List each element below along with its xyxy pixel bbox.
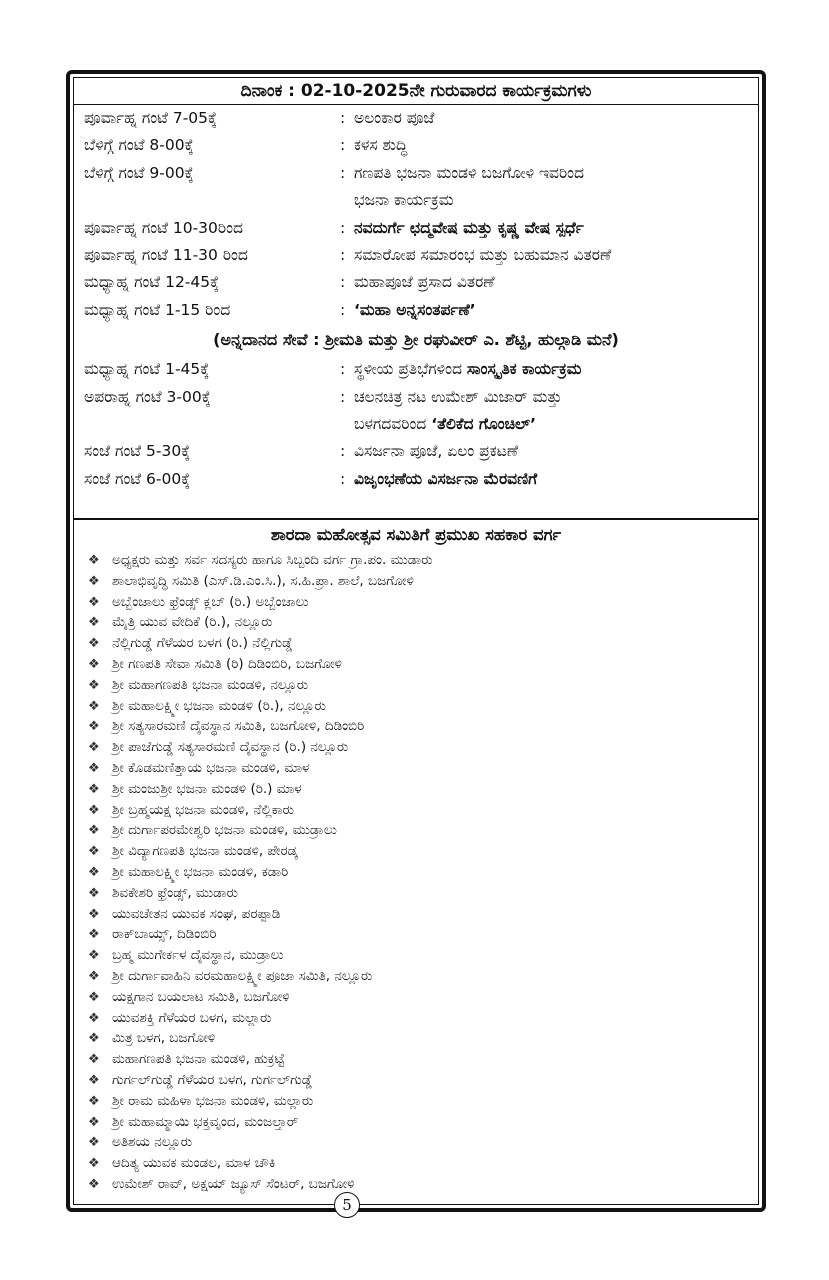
list-item (88, 820, 758, 841)
colon: : (340, 469, 346, 488)
bullet-icon: ❖ (88, 594, 100, 610)
bullet-icon: ❖ (88, 677, 100, 693)
list-item-text: ಶ್ರೀ ಮಹಾಲಕ್ಷ್ಮೀ ಭಜನಾ ಮಂಡಳಿ, ಕಡಾರಿ (112, 863, 289, 880)
list-item (88, 550, 758, 571)
page-number: 5 (334, 1192, 360, 1218)
bullet-icon: ❖ (88, 573, 100, 589)
list-item-text: ಶ್ರೀ ಮಂಜುಶ್ರೀ ಭಜನಾ ಮಂಡಳಿ (ರಿ.) ಮಾಳ (112, 780, 302, 797)
list-item (88, 883, 758, 904)
bullet-icon: ❖ (88, 885, 100, 901)
schedule-event (354, 466, 537, 493)
list-item (88, 945, 758, 966)
page-border (66, 70, 766, 1212)
list-item (88, 571, 758, 592)
colon: : (340, 218, 346, 237)
schedule-row (74, 215, 758, 242)
list-item (88, 1008, 758, 1029)
schedule-row (74, 438, 758, 465)
colon: : (340, 387, 346, 406)
schedule-event (354, 242, 611, 269)
schedule-row (74, 269, 758, 296)
bullet-icon: ❖ (88, 1010, 100, 1026)
event-text: ಭಜನಾ ಕಾರ್ಯಕ್ರಮ (354, 191, 454, 210)
list-item-text: ಅತಿಶಯ ನಲ್ಲೂರು (112, 1134, 193, 1151)
schedule-time: ಬೆಳಿಗ್ಗೆ ಗಂಟೆ 9-00ಕ್ಕೆ (84, 163, 194, 182)
colon: : (340, 360, 346, 379)
bullet-icon: ❖ (88, 719, 100, 735)
schedule-title: ದಿನಾಂಕ : 02-10-2025ನೇ ಗುರುವಾರದ ಕಾರ್ಯಕ್ರಮಗಳು (74, 78, 758, 105)
schedule-event (354, 160, 584, 187)
list-item-text: ಮೈತ್ರಿ ಯುವ ವೇದಿಕೆ (ರಿ.), ನಲ್ಲೂರು (112, 614, 273, 631)
list-item-text: ಶ್ರೀ ದುರ್ಗಾವಾಹಿನಿ ವರಮಹಾಲಕ್ಷ್ಮೀ ಪೂಜಾ ಸಮಿತಿ, ನಲ್ಲೂರು (112, 967, 373, 984)
colon: : (340, 163, 346, 182)
schedule-event (354, 356, 581, 383)
list-item (88, 1028, 758, 1049)
schedule-event (354, 132, 407, 159)
schedule-row (74, 297, 758, 324)
schedule-row (74, 384, 758, 411)
colon: : (340, 442, 346, 461)
event-text: ಸಾಂಸ್ಕೃತಿಕ ಕಾರ್ಯಕ್ರಮ (466, 360, 582, 379)
bullet-icon: ❖ (88, 1031, 100, 1047)
list-item-text: ಶ್ರೀ ರಾಮ ಮಹಿಳಾ ಭಜನಾ ಮಂಡಳಿ, ಮಲ್ಲಾರು (112, 1092, 314, 1109)
colon: : (340, 245, 346, 264)
bullet-icon: ❖ (88, 1052, 100, 1068)
event-text: ವಿಸರ್ಜನಾ ಪೂಜೆ, ಏಲಂ ಪ್ರಕಟಣೆ (354, 442, 519, 461)
list-item (88, 779, 758, 800)
supporters-list (74, 550, 758, 1195)
list-item (88, 1049, 758, 1070)
schedule-time: ಸಂಜೆ ಗಂಟೆ 5-30ಕ್ಕೆ (84, 442, 191, 461)
schedule-event (354, 384, 562, 411)
supporters-section (74, 520, 758, 1195)
list-item-text: ನೆಲ್ಲಿಗುಡ್ಡೆ ಗೆಳೆಯರ ಬಳಗ (ರಿ.) ನೆಲ್ಲಿಗುಡ್ಡೆ (112, 635, 293, 652)
bullet-icon: ❖ (88, 823, 100, 839)
list-item (88, 1153, 758, 1174)
schedule-time: ಪೂರ್ವಾಹ್ನ ಗಂಟೆ 11-30 ರಿಂದ (84, 245, 248, 264)
bullet-icon: ❖ (88, 656, 100, 672)
colon: : (340, 109, 346, 127)
page-inner-border (73, 77, 759, 1205)
list-item (88, 654, 758, 675)
schedule-time: ಅಪರಾಹ್ನ ಗಂಟೆ 3-00ಕ್ಕೆ (84, 387, 211, 406)
list-item (88, 1112, 758, 1133)
event-text: ಸ್ಥಳೀಯ ಪ್ರತಿಭೆಗಳಿಂದ (354, 360, 467, 379)
list-item-text: ಮಿತ್ರ ಬಳಗ, ಬಜಗೋಳಿ (112, 1030, 216, 1047)
event-text: ಅಲಂಕಾರ ಪೂಜೆ (354, 109, 435, 127)
schedule-note: (ಅನ್ನದಾನದ ಸೇವೆ : ಶ್ರೀಮತಿ ಮತ್ತು ಶ್ರೀ ರಘುವೀರ್ ಎ. ಶೆಟ್ಟಿ, ಹುಲ್ಗಾಡಿ ಮನೆ) (213, 330, 619, 350)
schedule-event (354, 105, 434, 132)
bullet-icon: ❖ (88, 1093, 100, 1109)
list-item-text: ಯುವಚೇತನ ಯುವಕ ಸಂಘ, ಪರಪ್ಪಾಡಿ (112, 905, 281, 922)
list-item-text: ಉಮೇಶ್ ರಾವ್, ಅಕ್ಷಯ್ ಜ್ಯೂಸ್ ಸೆಂಟರ್, ಬಜಗೋಳಿ (112, 1175, 355, 1192)
event-text: ಗಣಪತಿ ಭಜನಾ ಮಂಡಳಿ ಬಜಗೋಳಿ ಇವರಿಂದ (354, 163, 585, 182)
list-item-text: ಮಹಾಗಣಪತಿ ಭಜನಾ ಮಂಡಳಿ, ಹುಕ್ರಟ್ಟೆ (112, 1051, 285, 1068)
list-item-text: ಯಕ್ಷಗಾನ ಬಯಲಾಟ ಸಮಿತಿ, ಬಜಗೋಳಿ (112, 988, 290, 1005)
list-item (88, 1070, 758, 1091)
bullet-icon: ❖ (88, 927, 100, 943)
schedule-row (74, 466, 758, 493)
event-text: ‘ಮಹಾ ಅನ್ನಸಂತರ್ಪಣೆ’ (354, 300, 476, 319)
schedule-row (74, 132, 758, 159)
bullet-icon: ❖ (88, 698, 100, 714)
bullet-icon: ❖ (88, 864, 100, 880)
bullet-icon: ❖ (88, 740, 100, 756)
list-item-text: ಯುವಶಕ್ತಿ ಗೆಳೆಯರ ಬಳಗ, ಮಲ್ಲಾರು (112, 1009, 272, 1026)
list-item (88, 1132, 758, 1153)
list-item (88, 862, 758, 883)
schedule-row (74, 411, 758, 438)
list-item (88, 841, 758, 862)
list-item-text: ಅಬ್ಬೆಂಜಾಲು ಫ್ರೆಂಡ್ಸ್ ಕ್ಲಬ್ (ರಿ.) ಅಬ್ಬೆಂಜಾಲು (112, 593, 309, 610)
bullet-icon: ❖ (88, 553, 100, 568)
list-item-text: ಬ್ರಹ್ಮ ಮುಗೇರ್ಕಳ ದೈವಸ್ಥಾನ, ಮುಡ್ರಾಲು (112, 947, 284, 964)
schedule-time: ಸಂಜೆ ಗಂಟೆ 6-00ಕ್ಕೆ (84, 469, 191, 488)
list-item (88, 675, 758, 696)
schedule-row (74, 242, 758, 269)
list-item (88, 758, 758, 779)
bullet-icon: ❖ (88, 781, 100, 797)
list-item (88, 987, 758, 1008)
bullet-icon: ❖ (88, 802, 100, 818)
bullet-icon: ❖ (88, 1135, 100, 1151)
list-item-text: ಶ್ರೀ ಕೊಡಮಣಿತ್ತಾಯ ಭಜನಾ ಮಂಡಳಿ, ಮಾಳ (112, 759, 310, 776)
list-item-text: ಶ್ರೀ ಸತ್ಯಸಾರಮಣಿ ದೈವಸ್ಥಾನ ಸಮಿತಿ, ಬಜಗೋಳಿ, ದಿಡಿಂಬಿರಿ (112, 718, 365, 735)
list-item-text: ಗುರ್ಗಲ್‌ಗುಡ್ಡೆ ಗೆಳೆಯರ ಬಳಗ, ಗುರ್ಗಲ್‌ಗುಡ್ಡೆ (112, 1071, 313, 1088)
bullet-icon: ❖ (88, 636, 100, 652)
list-item (88, 737, 758, 758)
list-item (88, 800, 758, 821)
event-text: ವಿಜೃಂಭಣೆಯ ವಿಸರ್ಜನಾ ಮೆರವಣಿಗೆ (354, 469, 538, 488)
bullet-icon: ❖ (88, 1156, 100, 1172)
schedule-row (74, 160, 758, 187)
bullet-icon: ❖ (88, 844, 100, 860)
colon: : (340, 300, 346, 319)
list-item-text: ಅಧ್ಯಕ್ಷರು ಮತ್ತು ಸರ್ವ ಸದಸ್ಯರು ಹಾಗೂ ಸಿಬ್ಬಂದಿ ವರ್ಗ ಗ್ರಾ.ಪಂ. ಮುಡಾರು (112, 552, 433, 568)
list-item-text: ಶ್ರೀ ದುರ್ಗಾಪರಮೇಶ್ವರಿ ಭಜನಾ ಮಂಡಳಿ, ಮುಡ್ರಾಲು (112, 822, 337, 839)
list-item-text: ಶಾಲಾಭಿವೃದ್ಧಿ ಸಮಿತಿ (ಎಸ್.ಡಿ.ಎಂ.ಸಿ.), ಸ.ಹಿ.ಪ್ರಾ. ಶಾಲೆ, ಬಜಗೋಳಿ (112, 572, 414, 589)
schedule-event (354, 438, 518, 465)
schedule-event (354, 269, 495, 296)
list-item (88, 592, 758, 613)
bullet-icon: ❖ (88, 760, 100, 776)
list-item (88, 904, 758, 925)
schedule-time: ಪೂರ್ವಾಹ್ನ ಗಂಟೆ 10-30ರಿಂದ (84, 218, 243, 237)
list-item-text: ಶಿವಕೇಶರಿ ಫ್ರೆಂಡ್ಸ್, ಮುಡಾರು (112, 884, 238, 901)
event-text: ‘ತೆಲಿಕೆದ ಗೊಂಚಿಲ್’ (431, 414, 536, 433)
event-text: ಚಲನಚಿತ್ರ ನಟ ಉಮೇಶ್ ಮಿಜಾರ್ ಮತ್ತು (354, 387, 562, 406)
list-item (88, 696, 758, 717)
bullet-icon: ❖ (88, 948, 100, 964)
bullet-icon: ❖ (88, 1114, 100, 1130)
schedule-row (74, 356, 758, 383)
list-item (88, 1091, 758, 1112)
bullet-icon: ❖ (88, 906, 100, 922)
schedule-event (354, 411, 536, 438)
event-text: ಬಳಗದವರಿಂದ (354, 414, 432, 433)
schedule-row (74, 105, 758, 132)
list-item (88, 716, 758, 737)
list-item (88, 1174, 758, 1195)
schedule-time: ಮಧ್ಯಾಹ್ನ ಗಂಟೆ 1-45ಕ್ಕೆ (84, 360, 210, 379)
schedule-event (354, 187, 453, 214)
bullet-icon: ❖ (88, 968, 100, 984)
schedule-event (354, 297, 476, 324)
schedule-time: ಬೆಳಿಗ್ಗೆ ಗಂಟೆ 8-00ಕ್ಕೆ (84, 136, 194, 155)
list-item-text: ಶ್ರೀ ಬ್ರಹ್ಮಯಕ್ಷ ಭಜನಾ ಮಂಡಳಿ, ನೆಲ್ಲಿಕಾರು (112, 801, 294, 818)
bullet-icon: ❖ (88, 1072, 100, 1088)
schedule-row (74, 187, 758, 214)
list-item (88, 612, 758, 633)
bullet-icon: ❖ (88, 989, 100, 1005)
list-item-text: ಶ್ರೀ ಮಹಾಲಕ್ಷ್ಮೀ ಭಜನಾ ಮಂಡಳಿ (ರಿ.), ನಲ್ಲೂರು (112, 697, 326, 714)
list-item-text: ಶ್ರೀ ವಿದ್ಯಾಗಣಪತಿ ಭಜನಾ ಮಂಡಳಿ, ಪೇರಡ್ಕ (112, 843, 298, 860)
schedule-time: ಪೂರ್ವಾಹ್ನ ಗಂಟೆ 7-05ಕ್ಕೆ (84, 109, 218, 127)
list-item (88, 966, 758, 987)
event-text: ನವದುರ್ಗೆ ಛದ್ಮವೇಷ ಮತ್ತು ಕೃಷ್ಣ ವೇಷ ಸ್ಪರ್ಧೆ (354, 218, 584, 237)
schedule-time: ಮಧ್ಯಾಹ್ನ ಗಂಟೆ 12-45ಕ್ಕೆ (84, 273, 220, 292)
event-text: ಮಹಾಪೂಜೆ ಪ್ರಸಾದ ವಿತರಣೆ (354, 273, 495, 292)
supporters-title: ಶಾರದಾ ಮಹೋತ್ಸವ ಸಮಿತಿಗೆ ಪ್ರಮುಖ ಸಹಕಾರ ವರ್ಗ (270, 525, 562, 544)
list-item (88, 924, 758, 945)
list-item-text: ಶ್ರೀ ಮಹಾಮ್ಮಾಯಿ ಭಕ್ತವೃಂದ, ಮಂಜಲ್ತಾರ್ (112, 1113, 299, 1130)
list-item-text: ಆದಿತ್ಯ ಯುವಕ ಮಂಡಲ, ಮಾಳ ಚೌಕಿ (112, 1155, 276, 1172)
list-item-text: ಶ್ರೀ ಪಾಜೆಗುಡ್ಡೆ ಸತ್ಯಸಾರಮಣಿ ದೈವಸ್ಥಾನ (ರಿ.) ನಲ್ಲೂರು (112, 739, 349, 756)
event-text: ಸಮಾರೋಪ ಸಮಾರಂಭ ಮತ್ತು ಬಹುಮಾನ ವಿತರಣೆ (354, 245, 612, 264)
colon: : (340, 273, 346, 292)
schedule-rows (74, 105, 758, 493)
colon: : (340, 136, 346, 155)
bullet-icon: ❖ (88, 1176, 100, 1192)
list-item (88, 633, 758, 654)
list-item-text: ರಾಕ್‌ಬಾಯ್ಸ್, ದಿಡಿಂಬಿರಿ (112, 926, 217, 943)
list-item-text: ಶ್ರೀ ಮಹಾಗಣಪತಿ ಭಜನಾ ಮಂಡಳಿ, ನಲ್ಲೂರು (112, 676, 309, 693)
list-item-text: ಶ್ರೀ ಗಣಪತಿ ಸೇವಾ ಸಮಿತಿ (ರಿ) ದಿಡಿಂಬಿರಿ, ಬಜಗೋಳಿ (112, 655, 342, 672)
schedule-time: ಮಧ್ಯಾಹ್ನ ಗಂಟೆ 1-15 ರಿಂದ (84, 300, 231, 319)
schedule-event (354, 215, 584, 242)
schedule-section (74, 78, 758, 520)
bullet-icon: ❖ (88, 615, 100, 631)
event-text: ಕಳಸ ಶುದ್ಧಿ (354, 136, 408, 155)
